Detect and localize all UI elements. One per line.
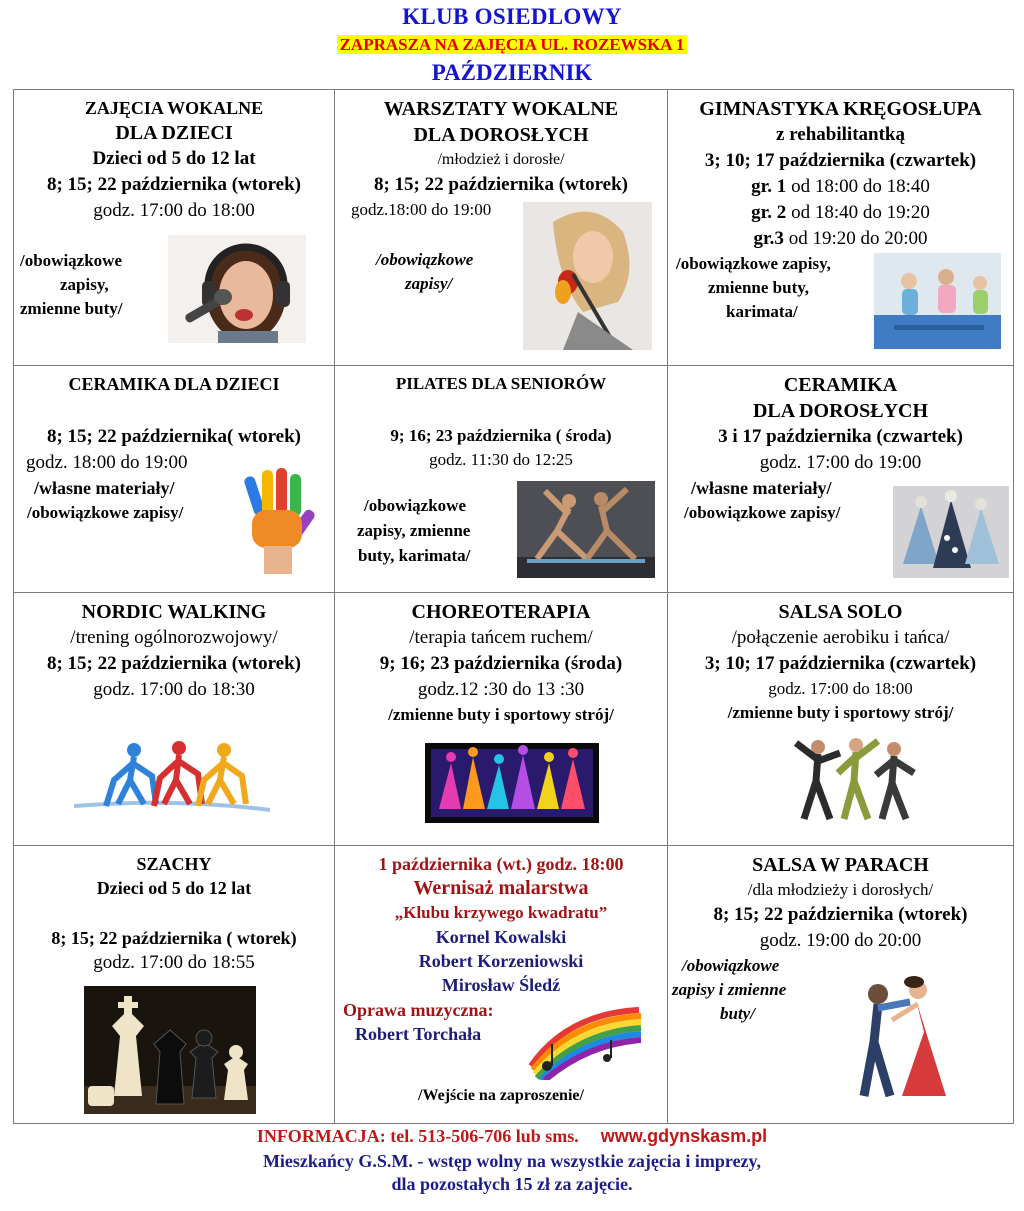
cell-note: /obowiązkowe [682,956,780,975]
cell-hours: godz. 17:00 do 18:30 [93,679,255,700]
cell-hours: godz. 17:00 do 18:55 [93,952,255,973]
cell-title: SZACHY [136,854,212,874]
ceramic-figures-image [893,486,1009,578]
seniors-exercising-on-mats-image [874,253,1001,349]
cell-note: /własne materiały/ [691,478,832,498]
group-hours: od 18:40 do 19:20 [786,202,930,223]
chess-pieces-image [84,986,256,1114]
woman-singing-into-microphone-image [523,202,652,350]
cell-title-2: DLA DZIECI [115,122,233,144]
cell-salsa-pairs [668,846,1014,1124]
cell-ceramics-adults [668,366,1014,593]
page-title: KLUB OSIEDLOWY [402,4,622,29]
cell-salsa-solo [668,593,1014,846]
artist-name: Robert Korzeniowski [418,951,584,971]
group-hours: od 18:00 do 18:40 [786,176,930,197]
cell-group-3 [668,228,1013,250]
cell-hours: godz.18:00 do 19:00 [351,200,492,219]
cell-title: SALSA W PARACH [752,854,929,876]
cell-dates: 3; 10; 17 października (czwartek) [704,653,977,674]
cell-note: /obowiązkowe zapisy/ [27,503,184,522]
cell-note: /obowiązkowe zapisy/ [684,503,841,522]
painted-hand-image [240,468,316,574]
subtitle-text: ZAPRASZA NA ZAJĘCIA UL. ROZEWSKA 1 [337,35,688,54]
pilates-pose-image [517,481,655,578]
cell-ceramics-kids [14,366,335,593]
cell-subtitle: /terapia tańcem ruchem/ [409,627,593,648]
cell-note: zmienne buty/ [20,299,123,318]
cell-dates: 8; 15; 22 października( wtorek) [46,426,301,447]
cell-dates: 9; 16; 23 października (środa) [379,653,623,674]
cell-nordic-walking [14,593,335,846]
cell-title: CERAMIKA [783,374,898,396]
cell-hours: godz.12 :30 do 13 :30 [417,679,585,700]
artist-name: Mirosław Śledź [441,975,561,995]
music-label: Oprawa muzyczna: [343,1000,494,1020]
cell-title: WARSZTATY WOKALNE [383,98,619,120]
cell-hours: godz. 17:00 do 19:00 [759,452,922,473]
cell-dates: 8; 15; 22 października ( wtorek) [51,928,297,948]
cell-dates: 8; 15; 22 października (wtorek) [713,904,968,925]
group-label: gr.3 [753,228,784,249]
cell-age: Dzieci od 5 do 12 lat [92,148,256,169]
cell-note: /obowiązkowe [364,496,466,515]
cell-group-1 [668,176,1013,198]
cell-age: Dzieci od 5 do 12 lat [96,878,252,898]
cell-note: buty, karimata/ [358,546,471,565]
cell-title-2: DLA DOROSŁYCH [413,124,589,146]
cell-note: /obowiązkowe [376,250,474,269]
cell-note: /obowiązkowe [20,251,122,270]
event-date: 1 października (wt.) godz. 18:00 [378,854,624,874]
event-title: Wernisaż malarstwa [413,877,589,899]
musician-name: Robert Torchała [355,1024,482,1044]
cell-title: CERAMIKA DLA DZIECI [68,374,280,394]
cell-title: ZAJĘCIA WOKALNE [84,98,264,118]
cell-note: /zmienne buty i sportowy strój/ [388,705,614,724]
cell-note: /własne materiały/ [34,478,175,498]
colorful-dancers-image [425,743,599,823]
cell-title: GIMNASTYKA KRĘGOSŁUPA [699,98,982,120]
cell-hours: godz. 17:00 do 18:00 [768,679,913,698]
cell-subtitle: z rehabilitantką [776,124,905,145]
group-label: gr. 1 [751,176,787,197]
group-hours: od 19:20 do 20:00 [783,228,928,249]
schedule-table [13,89,1014,1124]
page-subtitle [0,35,1024,55]
cell-note: /zmienne buty i sportowy strój/ [727,703,954,722]
cell-choreotherapy [335,593,668,846]
group-label: gr. 2 [751,202,787,223]
cell-vocal-adults [335,90,668,366]
nordic-walkers-image [74,740,270,815]
couple-dancing-image [834,972,956,1102]
cell-title: NORDIC WALKING [81,601,267,623]
cell-dates: 3 i 17 października (czwartek) [718,426,963,447]
dancers-image [788,733,918,825]
cell-title: SALSA SOLO [778,601,903,623]
cell-title: CHOREOTERAPIA [411,601,591,623]
cell-title-2: DLA DOROSŁYCH [752,400,929,422]
cell-note: /obowiązkowe zapisy, [676,254,831,273]
cell-pilates-seniors [335,366,668,593]
website-link[interactable]: www.gdynskasm.pl [600,1126,768,1146]
cell-note: /Wejście na zaproszenie/ [418,1087,584,1104]
cell-hours: godz. 19:00 do 20:00 [759,930,922,951]
footer-line: dla pozostałych 15 zł za zajęcie. [391,1174,633,1194]
girl-singing-with-headphones-image [168,235,306,343]
cell-dates: 8; 15; 22 października (wtorek) [46,653,301,674]
cell-subtitle: /trening ogólnorozwojowy/ [70,627,278,648]
cell-subtitle: /dla młodzieży i dorosłych/ [747,880,934,899]
cell-exhibition [335,846,668,1124]
artist-name: Kornel Kowalski [435,927,567,947]
event-subtitle: „Klubu krzywego kwadratu” [394,903,608,922]
cell-subtitle: /połączenie aerobiku i tańca/ [731,627,950,648]
cell-note: buty/ [720,1004,755,1023]
cell-note: zapisy, [60,275,109,294]
cell-spine-gym [668,90,1014,366]
cell-note: zapisy/ [405,274,453,293]
cell-hours: godz. 17:00 do 18:00 [93,200,255,221]
info-text: INFORMACJA: tel. 513-506-706 lub sms. [256,1126,579,1146]
cell-title: PILATES DLA SENIORÓW [395,374,607,393]
cell-dates: 3; 10; 17 października (czwartek) [704,150,977,171]
rainbow-music-notes-image [527,1004,643,1080]
cell-hours: godz. 18:00 do 19:00 [26,452,188,473]
cell-hours: godz. 11:30 do 12:25 [429,450,573,469]
cell-note: zapisy, zmienne [357,521,471,540]
cell-chess [14,846,335,1124]
cell-group-2 [668,202,1013,224]
cell-note: karimata/ [726,302,798,321]
cell-note: zapisy i zmienne [672,980,787,999]
cell-note: zmienne buty, [708,278,810,297]
footer-line: Mieszkańcy G.S.M. - wstęp wolny na wszystkie zajęcia i imprezy, [262,1151,762,1171]
cell-dates: 9; 16; 23 października ( środa) [390,426,612,445]
month-heading: PAŹDZIERNIK [431,60,593,85]
cell-vocal-kids [14,90,335,366]
cell-subtitle: /młodzież i dorosłe/ [437,151,565,168]
info-line [0,1126,1024,1147]
cell-dates: 8; 15; 22 października (wtorek) [46,174,301,195]
cell-dates: 8; 15; 22 października (wtorek) [373,174,628,195]
